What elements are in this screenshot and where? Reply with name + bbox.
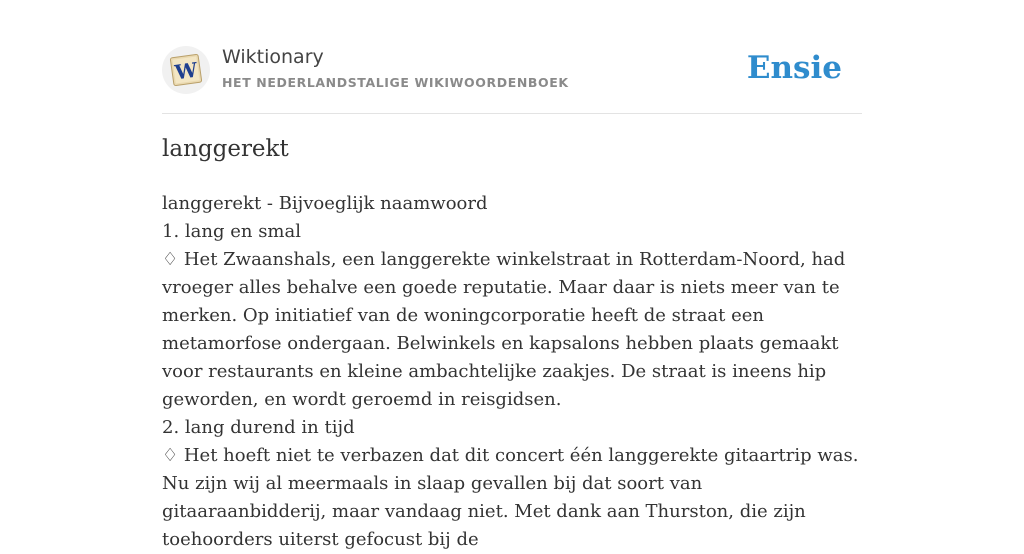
definition-content — [162, 190, 862, 554]
site-title[interactable]: Wiktionary — [222, 46, 324, 68]
header — [162, 0, 862, 114]
ensie-brand-link[interactable]: Ensie — [746, 50, 842, 86]
wiktionary-logo-icon[interactable] — [162, 46, 210, 94]
definition-example: ♢ Het hoeft niet te verbazen dat dit concert één langgerekte gitaartrip was. Nu zijn wij al meermaals in slaap gevallen bij dat soort van gitaaraanbidderij, maar vandaag niet. Met dank aan Thurston, die zijn toehoorders uiterst gefocust bij de — [162, 445, 859, 550]
site-subtitle: HET NEDERLANDSTALIGE WIKIWOORDENBOEK — [222, 75, 569, 90]
page — [162, 0, 862, 550]
svg-text:W: W — [173, 57, 199, 85]
definition-sense: 1. lang en smal — [162, 221, 301, 242]
definition-example: ♢ Het Zwaanshals, een langgerekte winkelstraat in Rotterdam-Noord, had vroeger alles behalve een goede reputatie. Maar daar is niets meer van te merken. Op initiatief van de woningcorporatie heeft de straat een metamorfose ondergaan. Belwinkels en kapsalons hebben plaats gemaakt voor restaurants en kleine ambachtelijke zaakjes. De straat is ineens hip geworden, en wordt geroemd in reisgidsen. — [162, 249, 846, 410]
entry-heading: langgerekt - Bijvoeglijk naamwoord — [162, 193, 488, 214]
definition-sense: 2. lang durend in tijd — [162, 417, 355, 438]
page-title: langgerekt — [162, 136, 289, 162]
